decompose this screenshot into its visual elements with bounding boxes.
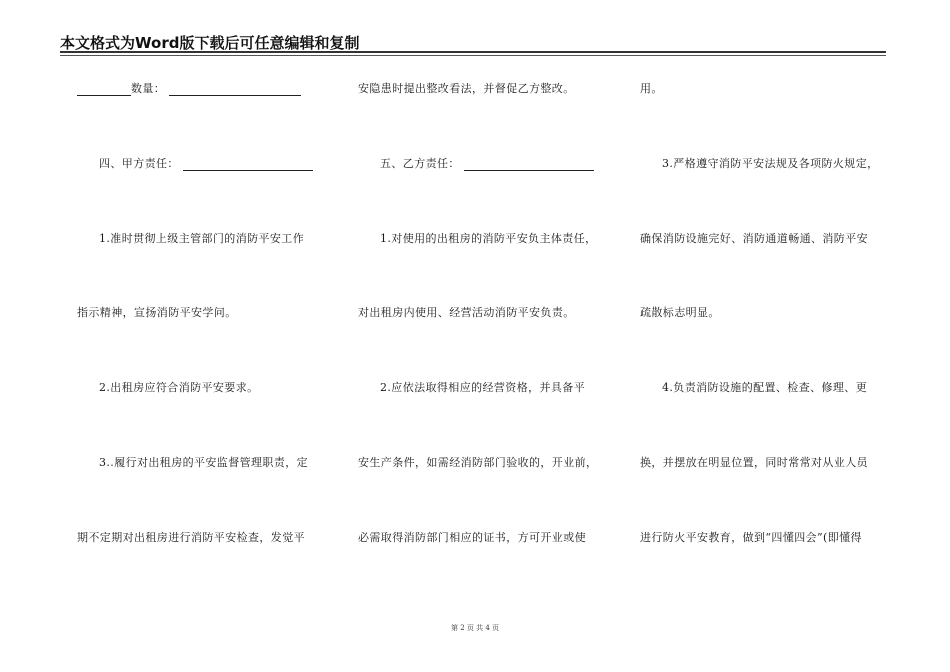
- page-number: 第 2 页 共 4 页: [450, 624, 500, 632]
- party-b-heading: [358, 155, 594, 171]
- blank-line: [183, 159, 313, 171]
- quantity-line: [77, 80, 301, 96]
- blank-line: [169, 84, 301, 96]
- blank-line: [77, 84, 131, 96]
- document-header: 本文格式为Word版下载后可任意编辑和复制: [60, 34, 360, 52]
- paragraph-line: 1.对使用的出租房的消防平安负主体责任，: [380, 232, 597, 245]
- blank-line: [464, 159, 594, 171]
- paragraph-line: 进行防火平安教育，做到“四懂四会”(即懂得: [640, 531, 862, 544]
- paragraph-line: 安生产条件，如需经消防部门验收的，开业前，: [358, 456, 598, 469]
- header-divider-thin: [60, 55, 886, 56]
- paragraph-line: 必需取得消防部门相应的证书，方可开业或使: [358, 531, 586, 544]
- paragraph-line: 安隐患时提出整改看法，并督促乙方整改。: [358, 82, 575, 95]
- paragraph-line: 3.严格遵守消防平安法规及各项防火规定，: [662, 157, 879, 170]
- party-a-heading: [77, 155, 313, 171]
- party-b-label: 五、乙方责任：: [380, 157, 460, 170]
- paragraph-line: 2.出租房应符合消防平安要求。: [99, 381, 259, 394]
- header-divider: [60, 51, 886, 53]
- paragraph-line: 对出租房内使用、经营活动消防平安负责。: [358, 306, 575, 319]
- paragraph-line: 1.准时贯彻上级主管部门的消防平安工作: [99, 232, 305, 245]
- quantity-label: 数量：: [131, 82, 166, 95]
- paragraph-line: 期不定期对出租房进行消防平安检查，发觉平: [77, 531, 305, 544]
- paragraph-line: 2.应依法取得相应的经营资格，并具备平: [380, 381, 586, 394]
- paragraph-line: 换，并摆放在明显位置，同时常常对从业人员: [640, 456, 868, 469]
- paragraph-line: 4.负责消防设施的配置、检查、修理、更: [662, 381, 868, 394]
- paragraph-line: 确保消防设施完好、消防通道畅通、消防平安: [640, 232, 868, 245]
- paragraph-line: 用。: [640, 82, 663, 95]
- party-a-label: 四、甲方责任：: [99, 157, 179, 170]
- paragraph-line: 疏散标志明显。: [640, 306, 720, 319]
- paragraph-line: 3..履行对出租房的平安监督管理职责，定: [99, 456, 308, 469]
- paragraph-line: 指示精神，宣扬消防平安学问。: [77, 306, 237, 319]
